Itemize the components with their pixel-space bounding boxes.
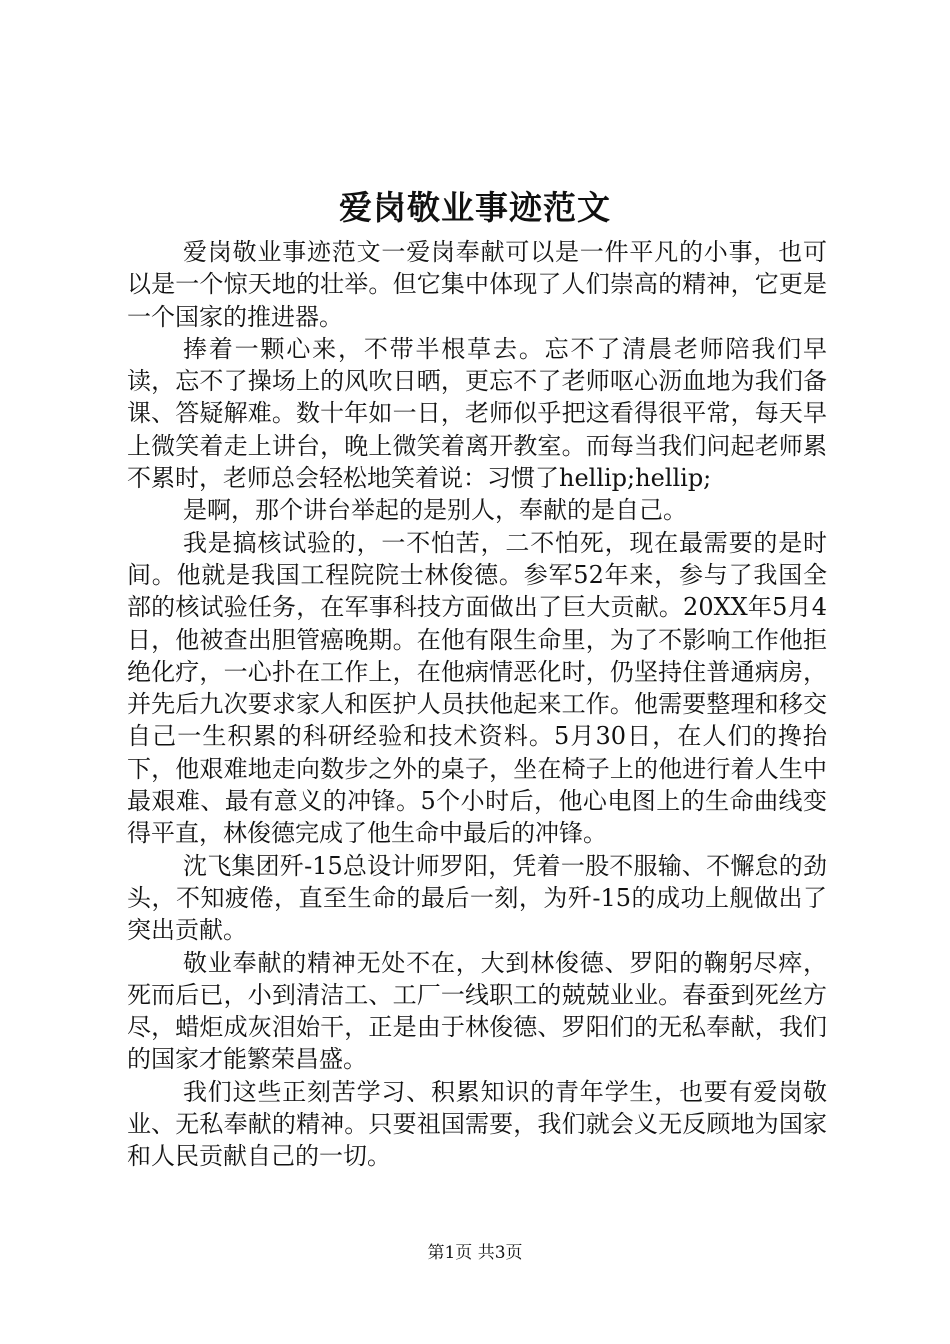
document-title: 爱岗敬业事迹范文	[339, 188, 611, 227]
page-footer: 第1页 共3页	[427, 1243, 523, 1263]
paragraph-5: 沈飞集团歼-15总设计师罗阳，凭着一股不服输、不懈怠的劲头，不知疲倦，直至生命的最后一刻，为歼-15的成功上舰做出了突出贡献。	[127, 851, 827, 945]
paragraph-2: 捧着一颗心来，不带半根草去。忘不了清晨老师陪我们早读，忘不了操场上的风吹日晒，更忘不了老师呕心沥血地为我们备课、答疑解难。数十年如一日，老师似乎把这看得很平常，每天早上微笑着走上讲台，晚上微笑着离开教室。而每当我们问起老师累不累时，老师总会轻松地笑着说：习惯了hellip;hellip;	[127, 334, 827, 493]
paragraph-3: 是啊，那个讲台举起的是别人，奉献的是自己。	[183, 496, 687, 525]
paragraph-7: 我们这些正刻苦学习、积累知识的青年学生，也要有爱岗敬业、无私奉献的精神。只要祖国需要，我们就会义无反顾地为国家和人民贡献自己的一切。	[127, 1077, 827, 1171]
paragraph-1: 爱岗敬业事迹范文一爱岗奉献可以是一件平凡的小事，也可以是一个惊天地的壮举。但它集中体现了人们崇高的精神，它更是一个国家的推进器。	[127, 238, 827, 331]
paragraph-6: 敬业奉献的精神无处不在，大到林俊德、罗阳的鞠躬尽瘁，死而后已，小到清洁工、工厂一线职工的兢兢业业。春蚕到死丝方尽，蜡炬成灰泪始干，正是由于林俊德、罗阳们的无私奉献，我们的国家才能繁荣昌盛。	[127, 948, 827, 1074]
paragraph-4: 我是搞核试验的，一不怕苦，二不怕死，现在最需要的是时间。他就是我国工程院院士林俊德。参军52年来，参与了我国全部的核试验任务，在军事科技方面做出了巨大贡献。20XX年5月4日，他被查出胆管癌晚期。在他有限生命里，为了不影响工作他拒绝化疗，一心扑在工作上，在他病情恶化时，仍坚持住普通病房，并先后九次要求家人和医护人员扶他起来工作。他需要整理和移交自己一生积累的科研经验和技术资料。5月30日，在人们的搀抬下，他艰难地走向数步之外的桌子，坐在椅子上的他进行着人生中最艰难、最有意义的冲锋。5个小时后，他心电图上的生命曲线变得平直，林俊德完成了他生命中最后的冲锋。	[127, 528, 827, 848]
document-body	[127, 236, 827, 1173]
